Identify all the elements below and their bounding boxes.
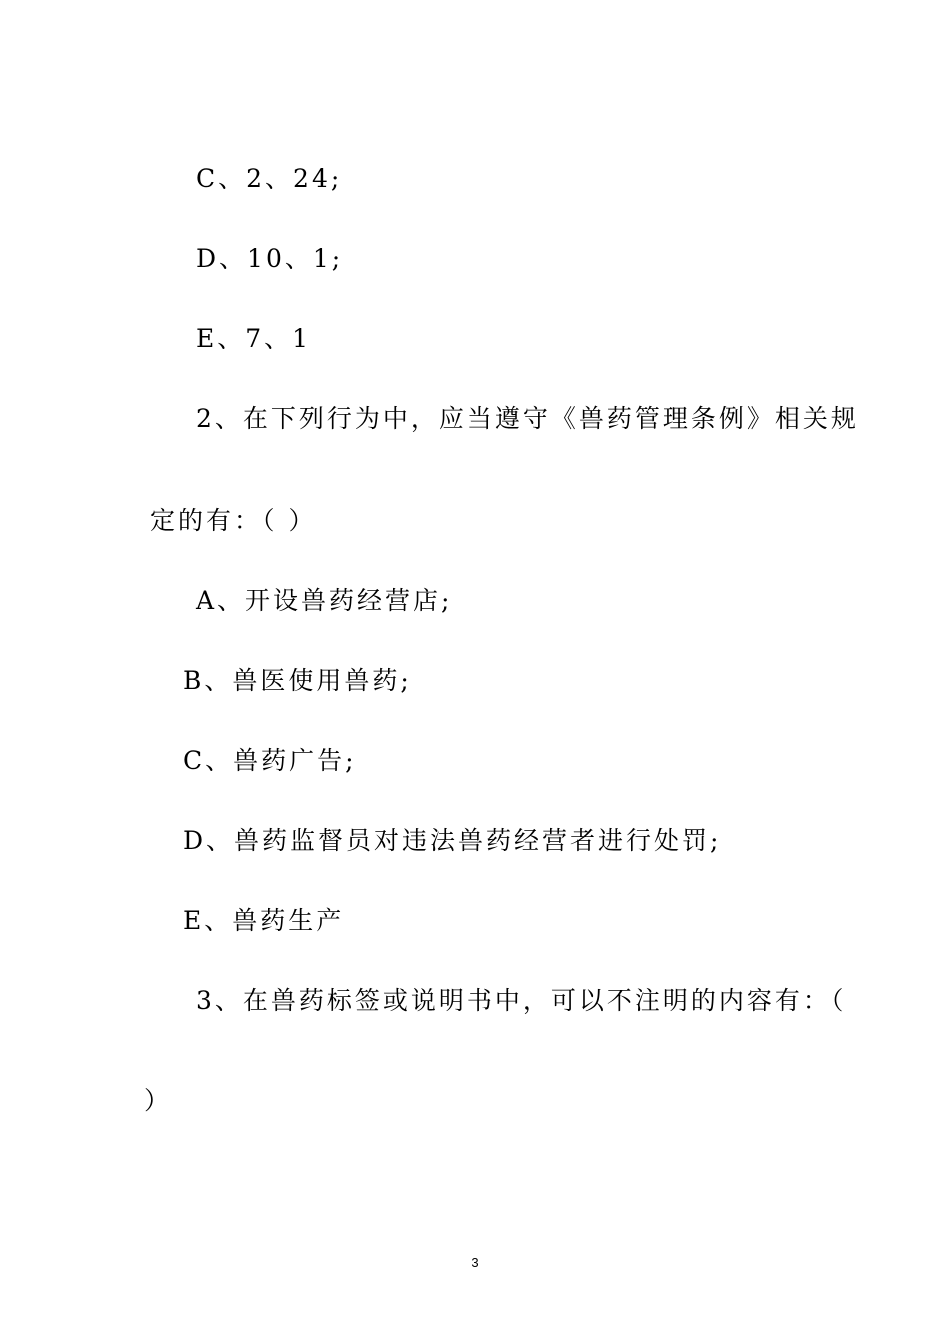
q1-option-d: D、10、1;	[196, 244, 344, 273]
q2-option-d: D、兽药监督员对违法兽药经营者进行处罚;	[183, 826, 722, 855]
q2-option-b: B、兽医使用兽药;	[183, 666, 412, 695]
page-number: 3	[471, 1255, 479, 1270]
q2-option-c: C、兽药广告;	[183, 746, 357, 775]
q1-option-e: E、7、1	[196, 324, 312, 353]
q2-question: 2、在下列行为中，应当遵守《兽药管理条例》相关规	[196, 404, 859, 433]
q3-question-continued: ）	[144, 1086, 173, 1115]
q2-question-continued: 定的有：（ ）	[150, 506, 317, 535]
q2-option-a: A、开设兽药经营店;	[196, 586, 453, 615]
q2-option-e: E、兽药生产	[183, 906, 345, 935]
q3-question: 3、在兽药标签或说明书中，可以不注明的内容有：（	[196, 986, 847, 1015]
q1-option-c: C、2、24;	[196, 164, 343, 193]
